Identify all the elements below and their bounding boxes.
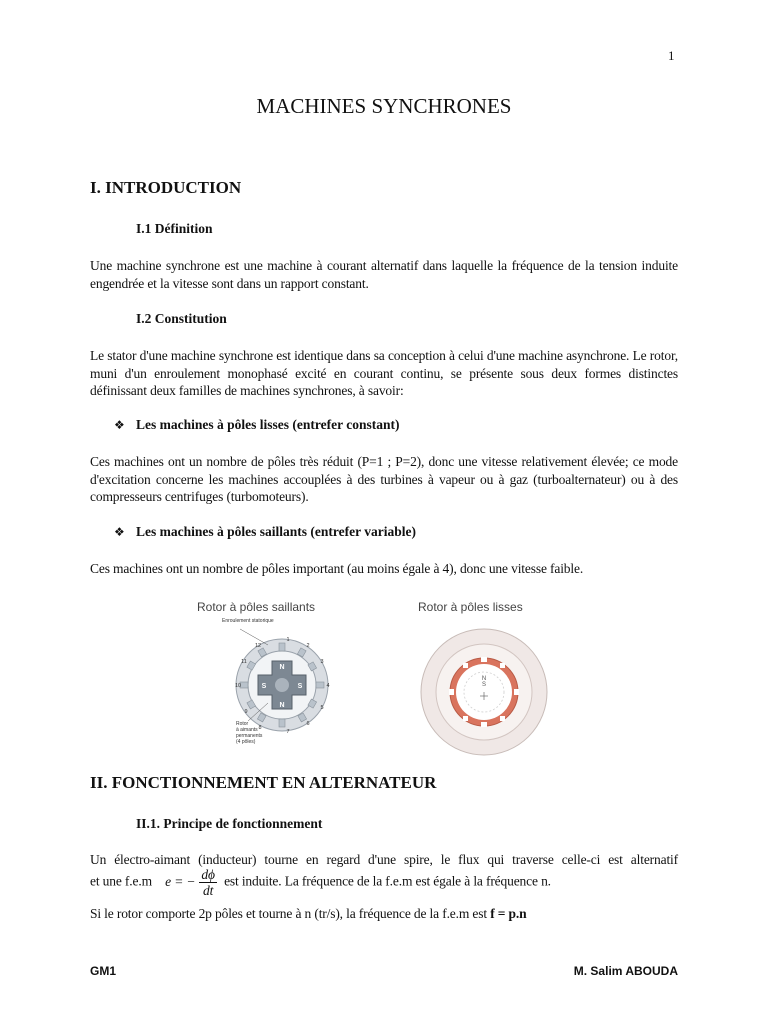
bullet-salient-poles [114,524,416,540]
diamond-bullet-icon: ❖ [114,418,125,432]
footer-right: M. Salim ABOUDA [573,964,678,978]
diamond-bullet-icon: ❖ [114,525,125,539]
page-number: 1 [668,48,675,63]
rotor-label-4: (4 pôles) [236,739,256,745]
principle-line-2-start: et une f.e.m [90,873,152,889]
rotor-label-3: permanents [236,733,263,739]
emf-equation-numerator: dϕ [201,867,215,882]
section-2-heading: II. FONCTIONNEMENT EN ALTERNATEUR [90,773,437,792]
principle-line-1: Un électro-aimant (inducteur) tourne en regard d'une spire, le flux qui traverse celle-ci est alternatif [90,852,678,867]
footer-left: GM1 [90,964,117,978]
smooth-pole-n-label: N [481,676,487,682]
slot-number-5: 5 [320,705,324,711]
definition-paragraph: Une machine synchrone est une machine à courant alternatif dans laquelle la fréquence de la tension induite engendrée et la vitesse sont dans un rapport constant. [90,258,678,291]
rotor-label-2: à aimants [236,727,258,733]
principle-line-2 [90,867,678,898]
salient-pole-s-left: S [261,683,267,690]
bullet-smooth-poles-heading: Les machines à pôles lisses (entrefer constant) [136,417,400,432]
slot-number-3: 3 [320,659,324,665]
slot-number-2: 2 [306,643,310,649]
rotor-label-1: Rotor [236,721,249,727]
smooth-poles-paragraph: Ces machines ont un nombre de pôles très réduit (P=1 ; P=2), donc une vitesse relativement élevée; ce mode d'excitation concerne les machines accouplées à des turbines à vapeur ou à gaz (turboalternateur) ou à des compresseurs centrifuges (turbomoteurs). [90,454,678,504]
slot-number-10: 10 [234,683,242,689]
bullet-smooth-poles [114,417,399,433]
slot-number-12: 12 [254,643,262,649]
emf-equation-fraction [199,867,216,898]
emf-equation-denominator: dt [203,883,214,898]
salient-pole-n-top: N [279,664,285,671]
document-title: MACHINES SYNCHRONES [256,94,512,118]
frequency-formula: f = p.n [490,906,527,921]
slot-number-11: 11 [241,659,247,665]
winding-label: Enroulement statorique [222,618,274,624]
bullet-salient-poles-heading: Les machines à pôles saillants (entrefer variable) [136,524,416,539]
figure-smooth-caption: Rotor à pôles lisses [418,600,523,614]
slot-number-8: 8 [258,725,262,731]
slot-number-6: 6 [306,721,310,727]
figure-salient-caption: Rotor à pôles saillants [197,600,316,614]
section-1-heading: I. INTRODUCTION [90,178,242,197]
principle-line-3 [90,905,678,923]
subsection-1-2-heading: I.2 Constitution [136,311,227,326]
subsection-2-1-heading: II.1. Principe de fonctionnement [136,816,323,831]
salient-pole-rotor-figure [200,615,360,755]
principle-line-3-text: Si le rotor comporte 2p pôles et tourne à n (tr/s), la fréquence de la f.e.m est [90,906,491,921]
salient-pole-s-right: S [297,683,303,690]
principle-line-2-end: est induite. La fréquence de la f.e.m est égale à la fréquence n. [224,873,551,889]
salient-poles-paragraph: Ces machines ont un nombre de pôles important (au moins égale à 4), donc une vitesse faible. [90,561,584,576]
slot-number-4: 4 [326,683,330,689]
salient-pole-n-bottom: N [279,702,285,709]
constitution-paragraph: Le stator d'une machine synchrone est identique dans sa conception à celui d'une machine asynchrone. Le rotor, muni d'un enroulement monophasé excité en courant continu, se présente sous deux formes distinctes définissant deux familles de machines synchrones, à savoir: [90,348,678,398]
slot-number-1: 1 [286,637,290,643]
emf-equation-lhs: e = − [165,873,196,889]
slot-number-9: 9 [244,709,248,715]
subsection-1-1-heading: I.1 Définition [136,221,213,236]
smooth-pole-rotor-figure [412,625,562,765]
slot-number-7: 7 [286,729,290,735]
smooth-pole-s-label: S [481,682,487,688]
